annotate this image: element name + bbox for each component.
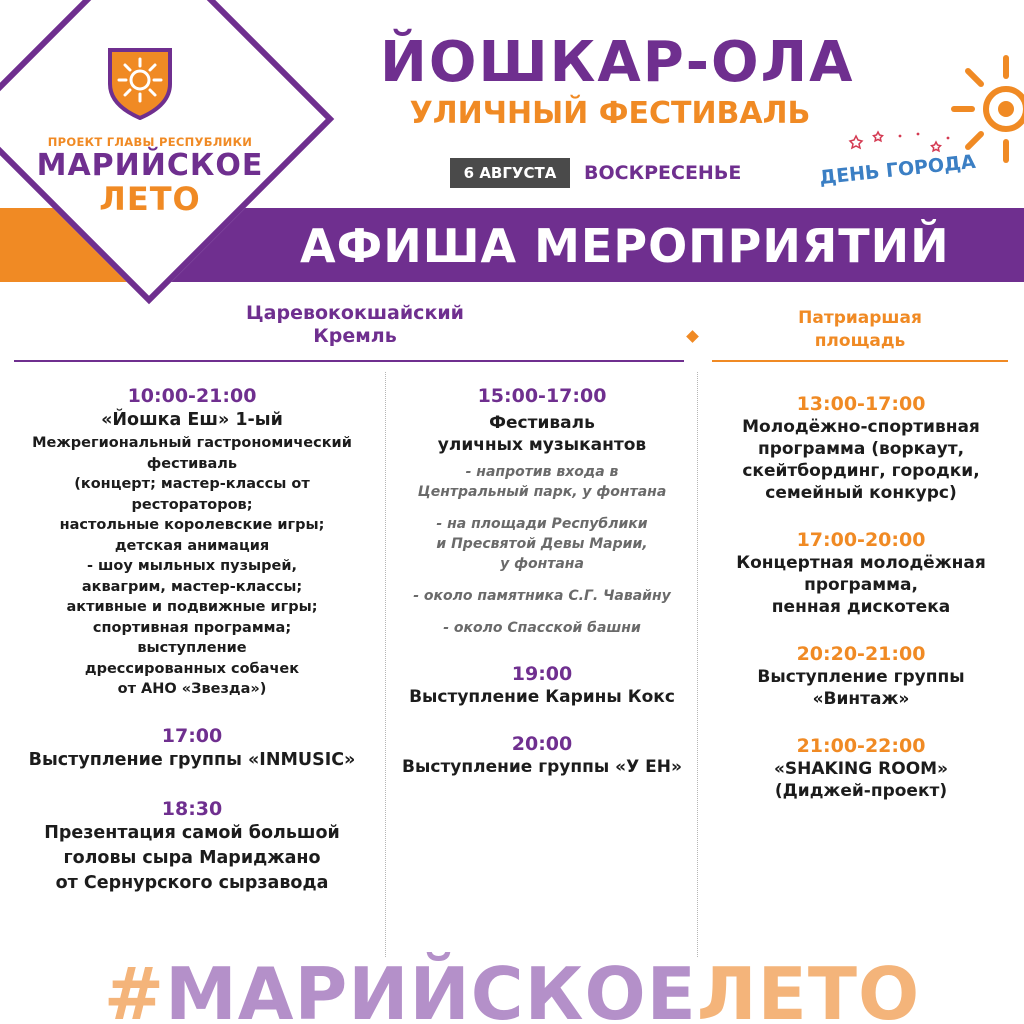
- event-time: 21:00-22:00: [796, 735, 926, 757]
- festival-title: УЛИЧНЫЙ ФЕСТИВАЛЬ: [409, 96, 811, 131]
- event-title: Выступление группы «У ЕН»: [402, 757, 682, 777]
- event-title: «SHAKING ROOM» (Диджей-проект): [773, 759, 949, 801]
- event-block: [4, 384, 380, 700]
- schedule-column-patriarch: [720, 392, 1002, 826]
- event-time: 17:00-20:00: [796, 529, 926, 551]
- event-block: [392, 732, 692, 778]
- event-block: [720, 734, 1002, 802]
- event-title: Выступление группы «Винтаж»: [757, 667, 965, 709]
- logo-subtitle: ПРОЕКТ ГЛАВЫ РЕСПУБЛИКИ: [47, 135, 253, 149]
- venue-kremlin: Царевококшайский Кремль: [246, 302, 464, 347]
- footer-hashtag: #МАРИЙСКОЕЛЕТО: [103, 952, 921, 1024]
- event-time: 17:00: [161, 724, 223, 747]
- event-time: 20:20-21:00: [796, 643, 926, 665]
- event-block: [4, 797, 380, 896]
- event-time: 19:00: [511, 663, 573, 685]
- band-title: АФИША МЕРОПРИЯТИЙ: [300, 219, 950, 273]
- event-description: Межрегиональный гастрономический фестиваль (концерт; мастер-классы от рестораторов; настольные королевские игры; детская анимация - шоу мыльных пузырей, аквагрим, мастер-классы; активные и подвижные игры; спортивная программа; выступление дрессированных собачек от АНО «Звезда»): [32, 435, 352, 697]
- column-divider: [385, 372, 386, 957]
- event-time: 20:00: [511, 733, 573, 755]
- event-block: [720, 642, 1002, 710]
- schedule-column-kremlin-1: [4, 384, 380, 920]
- venue-patriarch-square: Патриаршая площадь: [798, 308, 922, 351]
- weekday-label: ВОСКРЕСЕНЬЕ: [584, 162, 742, 184]
- event-location: - около памятника С.Г. Чавайну: [413, 588, 671, 604]
- event-time: 10:00-21:00: [127, 385, 257, 407]
- schedule-column-kremlin-2: [392, 384, 692, 802]
- event-time: 18:30: [161, 797, 223, 820]
- diamond-ornament: [686, 330, 699, 343]
- date-badge: 6 АВГУСТА: [450, 158, 570, 188]
- event-block: [720, 392, 1002, 504]
- city-day-logo: ДЕНЬ ГОРОДА: [818, 150, 977, 190]
- logo-title-line1: МАРИЙСКОЕ: [36, 148, 264, 183]
- event-time: 13:00-17:00: [796, 393, 926, 415]
- event-title: Концертная молодёжная программа, пенная дискотека: [736, 553, 986, 617]
- venue-divider-purple: [14, 360, 684, 362]
- city-title: ЙОШКАР-ОЛА: [380, 30, 855, 95]
- event-location: - около Спасской башни: [443, 620, 641, 636]
- event-block: [720, 528, 1002, 618]
- event-title: Молодёжно-спортивная программа (воркаут, скейтбординг, городки, семейный конкурс): [742, 417, 980, 503]
- event-title: «Йошка Еш» 1-ый: [101, 410, 283, 430]
- shield-sun-icon: [104, 44, 176, 120]
- event-title: Фестиваль уличных музыкантов: [437, 413, 647, 455]
- column-divider: [697, 372, 698, 957]
- event-location: - напротив входа в Центральный парк, у фонтана: [417, 464, 667, 500]
- logo-title-line2: ЛЕТО: [99, 180, 201, 218]
- event-title: Выступление Карины Кокс: [409, 687, 675, 707]
- event-title: Презентация самой большой головы сыра Мариджано от Сернурского сырзавода: [44, 822, 340, 893]
- event-location: - на площади Республики и Пресвятой Девы Марии, у фонтана: [436, 516, 648, 572]
- event-title: Выступление группы «INMUSIC»: [28, 749, 356, 770]
- venue-divider-orange: [712, 360, 1008, 362]
- event-time: 15:00-17:00: [477, 385, 607, 407]
- event-block: [392, 662, 692, 708]
- event-block: [392, 384, 692, 638]
- event-block: [4, 724, 380, 773]
